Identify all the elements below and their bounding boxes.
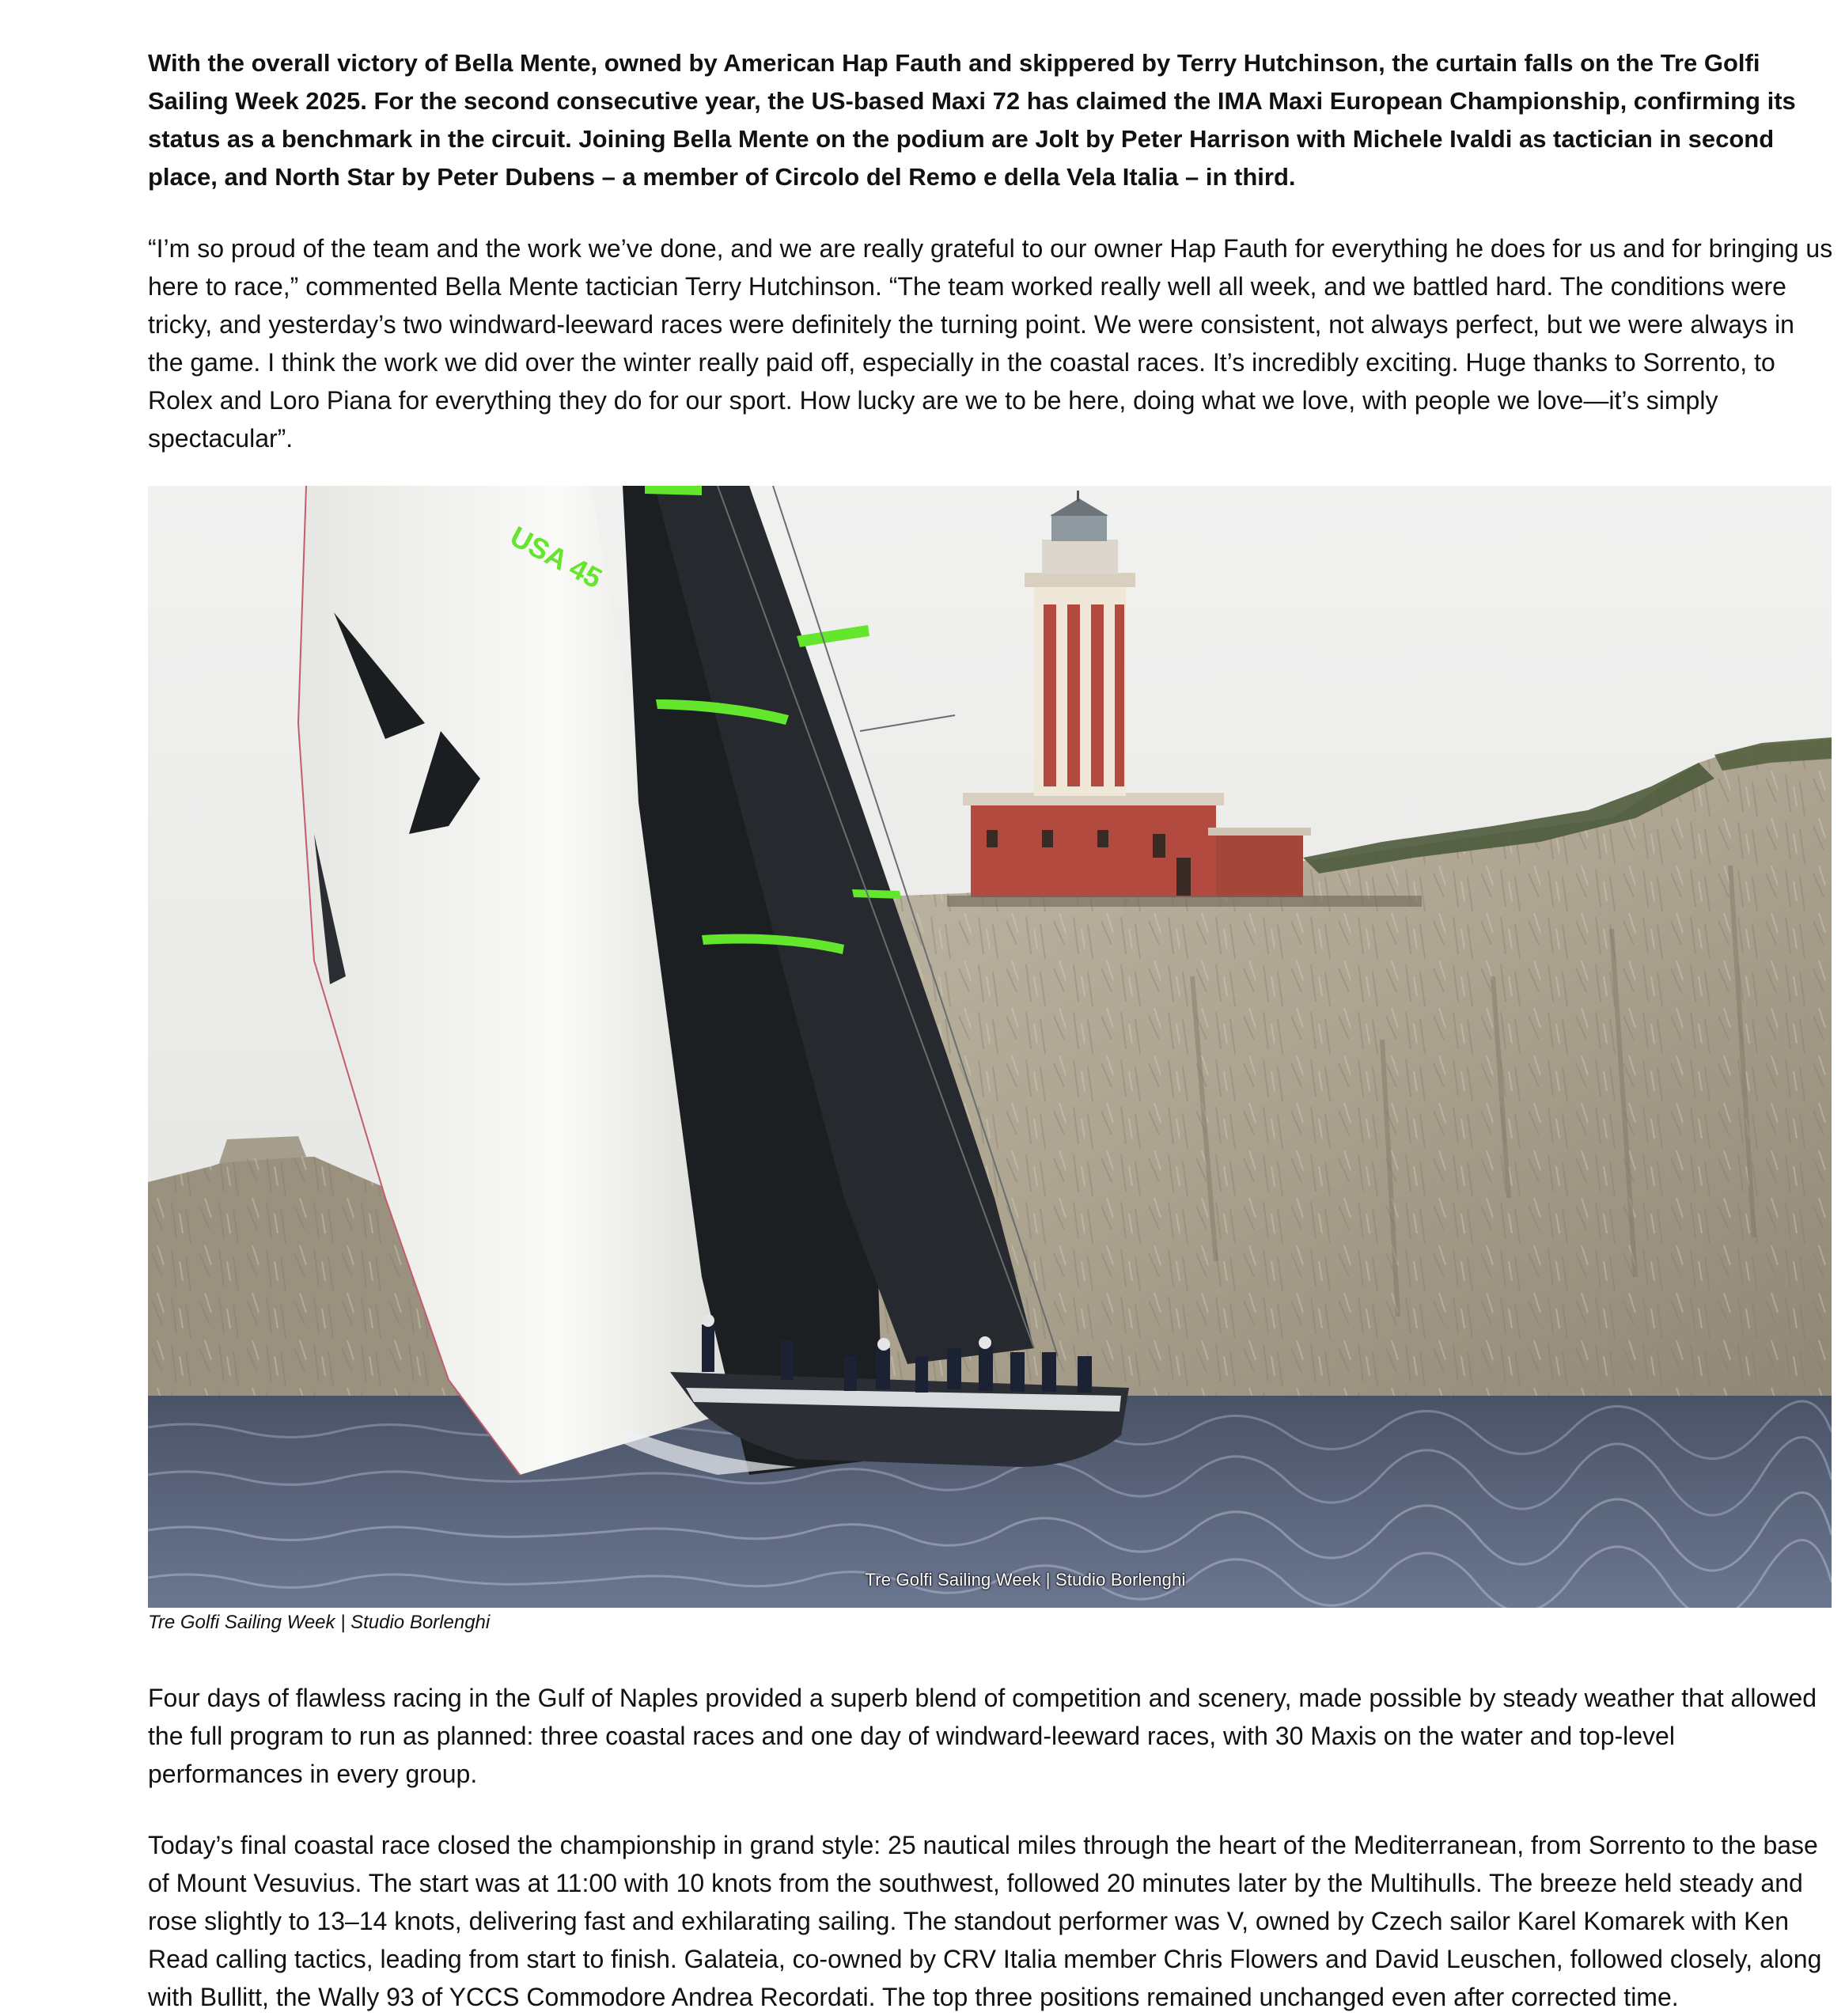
photo-watermark: Tre Golfi Sailing Week | Studio Borlenghi	[865, 1570, 1186, 1590]
article-photo	[148, 486, 1832, 1608]
body-paragraph-4: Today’s final coastal race closed the championship in grand style: 25 nautical miles through the heart of the Mediterranean, from Sorrento to the base of Mount Vesuvius. The start was at 11:00 with 10 knots from the southwest, followed 20 minutes later by the Multihulls. The breeze held steady and rose slightly to 13–14 knots, delivering fast and exhilarating sailing. The standout performer was V, owned by Czech sailor Karel Komarek with Ken Read calling tactics, leading from start to finish. Galateia, co-owned by CRV Italia member Chris Flowers and David Leuschen, followed closely, along with Bullitt, the Wally 93 of YCCS Commodore Andrea Recordati. The top three positions remained unchanged even after corrected time.	[148, 1831, 1822, 2011]
body-paragraph-3: Four days of flawless racing in the Gulf of Naples provided a superb blend of competition and scenery, made possible by steady weather that allowed the full program to run as planned: three coastal races and one day of windward-leeward races, with 30 Maxis on the water and top-level performances in every group.	[148, 1684, 1817, 1788]
photo-caption: Tre Golfi Sailing Week | Studio Borlenghi	[148, 1612, 491, 1633]
lighthouse-wall	[947, 896, 1422, 907]
quote-paragraph: “I’m so proud of the team and the work we’ve done, and we are really grateful to our owner Hap Fauth for everything he does for us and for bringing us here to race,” commented Bella Mente tactician Terry Hutchinson. “The team worked really well all week, and we battled hard. The conditions were tricky, and yesterday’s two windward-leeward races were definitely the turning point. We were consistent, not always perfect, but we were always in the game. I think the work we did over the winter really paid off, especially in the coastal races. It’s incredibly exciting. Huge thanks to Sorrento, to Rolex and Loro Piana for everything they do for our sport. How lucky are we to be here, doing what we love, with people we love—it’s simply spectacular”.	[148, 234, 1833, 453]
lead-paragraph: With the overall victory of Bella Mente, owned by American Hap Fauth and skippered by Terry Hutchinson, the curtain falls on the Tre Golfi Sailing Week 2025. For the second consecutive year, the US-based Maxi 72 has claimed the IMA Maxi European Championship, confirming its status as a benchmark in the circuit. Joining Bella Mente on the podium are Jolt by Peter Harrison with Michele Ivaldi as tactician in second place, and North Star by Peter Dubens – a member of Circolo del Remo e della Vela Italia – in third.	[148, 49, 1796, 191]
sail-number: USA 45	[505, 519, 608, 595]
photo-illustration	[148, 486, 1832, 1608]
article	[148, 44, 1833, 2016]
